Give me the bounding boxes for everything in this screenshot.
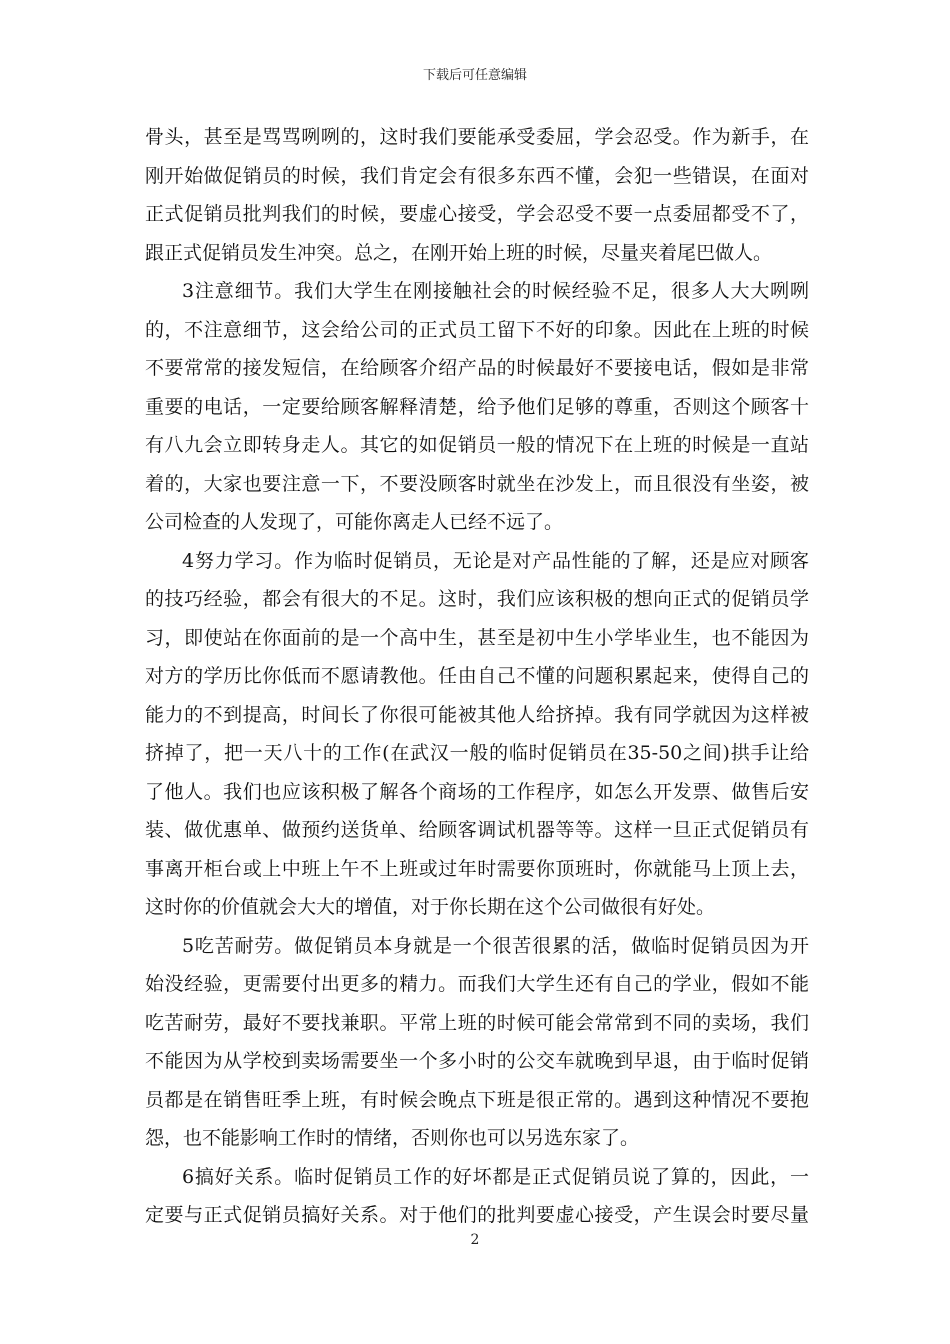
text-line: 着的，大家也要注意一下，不要没顾客时就坐在沙发上，而且很没有坐姿，被 xyxy=(145,472,809,495)
text-line: 6搞好关系。临时促销员工作的好坏都是正式促销员说了算的，因此，一 xyxy=(182,1165,809,1188)
text-line: 能力的不到提高，时间长了你很可能被其他人给挤掉。我有同学就因为这样被 xyxy=(145,703,809,726)
text-line: 正式促销员批判我们的时候，要虚心接受，学会忍受不要一点委屈都受不了， xyxy=(145,203,809,225)
text-line: 不要常常的接发短信，在给顾客介绍产品的时候最好不要接电话，假如是非常 xyxy=(145,357,809,379)
text-line: 吃苦耐劳，最好不要找兼职。平常上班的时候可能会常常到不同的卖场，我们 xyxy=(145,1011,809,1034)
text-line: 定要与正式促销员搞好关系。对于他们的批判要虚心接受，产生误会时要尽量 xyxy=(145,1204,809,1226)
text-line: 这时你的价值就会大大的增值，对于你长期在这个公司做很有好处。 xyxy=(145,896,716,918)
text-line: 怨，也不能影响工作时的情绪，否则你也可以另选东家了。 xyxy=(145,1127,640,1149)
text-line: 骨头，甚至是骂骂咧咧的，这时我们要能承受委屈，学会忍受。作为新手，在 xyxy=(145,126,809,148)
document-body xyxy=(145,118,809,1235)
text-line: 员都是在销售旺季上班，有时候会晚点下班是很正常的。遇到这种情况不要抱 xyxy=(145,1088,809,1111)
text-line: 习，即使站在你面前的是一个高中生，甚至是初中生小学毕业生，也不能因为 xyxy=(145,626,809,649)
page-number: 2 xyxy=(470,1232,480,1248)
page-header: 下载后可任意编辑 xyxy=(422,68,527,83)
text-line: 不能因为从学校到卖场需要坐一个多小时的公交车就晚到早退，由于临时促销 xyxy=(145,1050,809,1072)
text-line: 有八九会立即转身走人。其它的如促销员一般的情况下在上班的时候是一直站 xyxy=(145,434,809,456)
text-line: 重要的电话，一定要给顾客解释清楚，给予他们足够的尊重，否则这个顾客十 xyxy=(145,395,809,418)
text-line: 跟正式促销员发生冲突。总之，在刚开始上班的时候，尽量夹着尾巴做人。 xyxy=(145,241,773,264)
text-line: 了他人。我们也应该积极了解各个商场的工作程序，如怎么开发票、做售后安 xyxy=(145,780,809,803)
text-line: 刚开始做促销员的时候，我们肯定会有很多东西不懂，会犯一些错误，在面对 xyxy=(145,164,809,187)
text-line: 公司检查的人发现了，可能你离走人已经不远了。 xyxy=(145,511,564,533)
text-line: 事离开柜台或上中班上午不上班或过年时需要你顶班时，你就能马上顶上去， xyxy=(145,857,809,880)
text-line: 挤掉了，把一天八十的工作(在武汉一般的临时促销员在35-50之间)拱手让给 xyxy=(145,742,809,764)
text-line: 5吃苦耐劳。做促销员本身就是一个很苦很累的活，做临时促销员因为开 xyxy=(182,934,809,957)
text-line: 始没经验，更需要付出更多的精力。而我们大学生还有自己的学业，假如不能 xyxy=(145,973,809,995)
text-line: 装、做优惠单、做预约送货单、给顾客调试机器等等。这样一旦正式促销员有 xyxy=(145,819,809,841)
text-line: 对方的学历比你低而不愿请教他。任由自己不懂的问题积累起来，使得自己的 xyxy=(145,665,809,687)
text-line: 4努力学习。作为临时促销员，无论是对产品性能的了解，还是应对顾客 xyxy=(182,549,809,572)
text-line: 3注意细节。我们大学生在刚接触社会的时候经验不足，很多人大大咧咧 xyxy=(182,280,809,302)
text-line: 的技巧经验，都会有很大的不足。这时，我们应该积极的想向正式的促销员学 xyxy=(145,588,809,610)
text-line: 的，不注意细节，这会给公司的正式员工留下不好的印象。因此在上班的时候 xyxy=(145,318,809,341)
